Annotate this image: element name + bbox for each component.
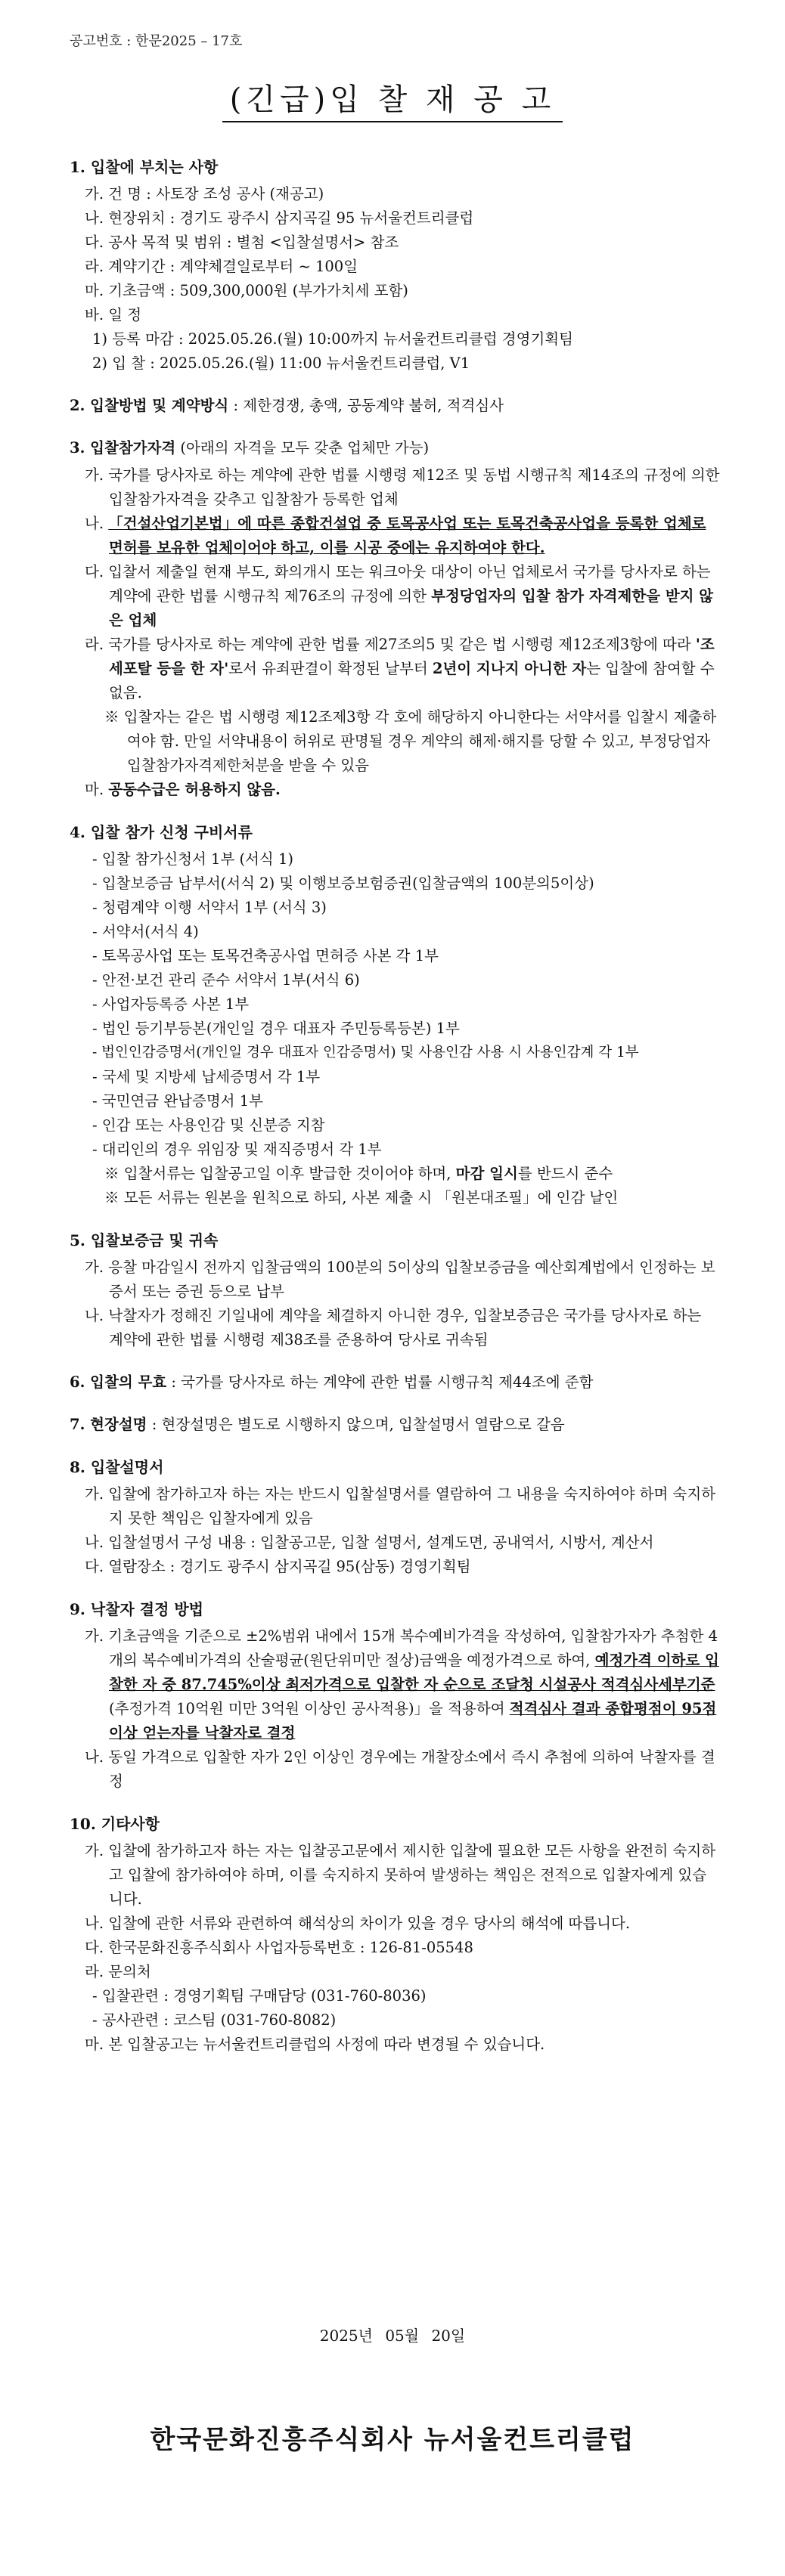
document-item: - 법인 등기부등본(개인일 경우 대표자 주민등록등본) 1부 — [92, 1020, 460, 1037]
document-item: - 청렴계약 이행 서약서 1부 (서식 3) — [92, 899, 327, 916]
schedule-registration: 1) 등록 마감 : 2025.05.26.(월) 10:00까지 뉴서울컨트리클럽 경영기획팀 — [92, 330, 573, 348]
item-base-amount: 마. 기초금액 : 509,300,000원 (부가가치세 포함) — [85, 282, 408, 299]
document-item: - 대리인의 경우 위임장 및 재직증명서 각 1부 — [92, 1141, 382, 1158]
title-underline — [222, 121, 563, 122]
award-text: (추정가격 10억원 미만 3억원 이상인 공사적용)」을 적용하여 — [109, 1700, 510, 1717]
section-heading: 8. 입찰설명서 — [70, 1458, 164, 1476]
misc-d: 라. 문의처 — [85, 1963, 151, 1980]
contact-construction: - 공사관련 : 코스팀 (031-760-8082) — [92, 2011, 337, 2029]
notice-number: 공고번호 : 한문2025 – 17호 — [70, 33, 243, 49]
award-criteria: 예정가격 이하로 입찰한 자 중 87.745%이상 최저가격으로 입찰한 자 순으로 조달청 시설공사 적격심사세부기준 — [109, 1652, 719, 1693]
document-item: - 국민연금 완납증명서 1부 — [92, 1092, 263, 1110]
deposit-a: 가. 응찰 마감일시 전까지 입찰금액의 100분의 5이상의 입찰보증금을 예산회계법에서 인정하는 보증서 또는 증권 등으로 납부 — [85, 1259, 715, 1300]
deposit-b: 나. 낙찰자가 정해진 기일내에 계약을 체결하지 아니한 경우, 입찰보증금은 국가를 당사자로 하는 계약에 관한 법률 시행령 제38조를 준용하여 당사로 귀속됨 — [85, 1307, 702, 1348]
document-item: - 입찰 참가신청서 1부 (서식 1) — [92, 850, 293, 868]
section-1 — [70, 155, 720, 376]
section-heading: 10. 기타사항 — [70, 1815, 160, 1833]
section-heading: 6. 입찰의 무효 — [70, 1373, 167, 1391]
license-requirement: 「건설산업기본법」에 따른 종합건설업 중 토목공사업 또는 토목건축공사업을 등록한 업체로 면허를 보유한 업체이어야 하고, 이를 시공 중에는 유지하여야 한다. — [108, 515, 706, 556]
section-heading: 3. 입찰참가자격 — [70, 439, 176, 457]
misc-c: 다. 한국문화진흥주식회사 사업자등록번호 : 126-81-05548 — [85, 1939, 473, 1956]
item-text: 라. 국가를 당사자로 하는 계약에 관한 법률 제27조의5 및 같은 법 시행령 제12조제3항에 따라 — [85, 636, 696, 653]
two-years-text: 2년이 지나지 아니한 자 — [432, 660, 587, 677]
docs-b: 나. 입찰설명서 구성 내용 : 입찰공고문, 입찰 설명서, 설계도면, 공내역서, 시방서, 계산서 — [85, 1534, 654, 1551]
section-2 — [70, 394, 720, 418]
tax-evasion-text: '조세포탈 등을 한 자' — [109, 636, 715, 677]
section-5 — [70, 1228, 720, 1352]
section-8 — [70, 1455, 720, 1579]
section-4 — [70, 820, 720, 1210]
deadline-text: 마감 일시 — [455, 1165, 518, 1182]
section-text: : 현장설명은 별도로 시행하지 않으며, 입찰설명서 열람으로 갈음 — [147, 1416, 565, 1433]
section-heading: 1. 입찰에 부치는 사항 — [70, 158, 219, 176]
section-heading: 4. 입찰 참가 신청 구비서류 — [70, 823, 253, 841]
item-marker: 나. — [85, 515, 109, 532]
misc-b: 나. 입찰에 관한 서류와 관련하여 해석상의 차이가 있을 경우 당사의 해석에 따릅니다. — [85, 1915, 631, 1932]
document-item: - 사업자등록증 사본 1부 — [92, 995, 250, 1013]
section-heading-note: (아래의 자격을 모두 갖춘 업체만 가능) — [175, 439, 430, 457]
section-text: : 국가를 당사자로 하는 계약에 관한 법률 시행규칙 제44조에 준함 — [166, 1373, 594, 1391]
contact-bid: - 입찰관련 : 경영기획팀 구매담당 (031-760-8036) — [92, 1987, 427, 2005]
item-marker: 마. — [85, 781, 109, 798]
pledge-note: ※ 입찰자는 같은 법 시행령 제12조제3항 각 호에 해당하지 아니한다는 서약서를 입찰시 제출하여야 함. 만일 서약내용이 허위로 판명될 경우 계약의 해제·해지를 당할 수 있고, 부정당업자 입찰참가자격제한처분을 받을 수 있음 — [104, 708, 717, 774]
item-location: 나. 현장위치 : 경기도 광주시 삼지곡길 95 뉴서울컨트리클럽 — [85, 209, 474, 227]
section-heading: 5. 입찰보증금 및 귀속 — [70, 1231, 219, 1249]
misc-a: 가. 입찰에 참가하고자 하는 자는 입찰공고문에서 제시한 입찰에 필요한 모든 사항을 완전히 숙지하고 입찰에 참가하여야 하며, 이를 숙지하지 못하여 발생하는 책임은 전적으로 입찰자에게 있습니다. — [85, 1842, 716, 1908]
document-item: - 서약서(서식 4) — [92, 923, 199, 940]
item-contract-period: 라. 계약기간 : 계약체결일로부터 ~ 100일 — [85, 258, 358, 275]
organization-name: 한국문화진흥주식회사 뉴서울컨트리클럽 — [150, 2425, 635, 2455]
misc-e: 마. 본 입찰공고는 뉴서울컨트리클럽의 사정에 따라 변경될 수 있습니다. — [85, 2036, 545, 2053]
item-text: 로서 유죄판결이 확정된 날부터 — [228, 660, 433, 677]
section-6 — [70, 1370, 720, 1395]
section-3 — [70, 436, 720, 802]
section-heading: 9. 낙찰자 결정 방법 — [70, 1600, 204, 1618]
qualification-b — [70, 512, 720, 560]
joint-bid-text: 공동수급은 허용하지 않음. — [108, 781, 281, 798]
item-scope: 다. 공사 목적 및 범위 : 별첨 <입찰설명서> 참조 — [85, 234, 399, 251]
document-item: - 안전·보건 관리 준수 서약서 1부(서식 6) — [92, 971, 360, 989]
notice-body — [70, 155, 720, 2057]
deadline-note — [70, 1162, 720, 1186]
item-text: 다. 입찰서 제출일 현재 부도, 화의개시 또는 워크아웃 대상이 아닌 업체로서 국가를 당사자로 하는 계약에 관한 법률 시행규칙 제76조의 규정에 의한 — [85, 563, 711, 605]
restriction-text: 부정당업자의 입찰 참가 자격제한을 받지 않은 업체 — [109, 587, 714, 629]
section-10 — [70, 1812, 720, 2057]
section-7 — [70, 1413, 720, 1437]
section-9 — [70, 1597, 720, 1794]
docs-c: 다. 열람장소 : 경기도 광주시 삼지곡길 95(삼동) 경영기획팀 — [85, 1558, 471, 1575]
document-item: - 토목공사업 또는 토목건축공사업 면허증 사본 각 1부 — [92, 947, 439, 964]
section-text: : 제한경쟁, 총액, 공동계약 불허, 적격심사 — [228, 397, 504, 414]
document-item: - 입찰보증금 납부서(서식 2) 및 이행보증보험증권(입찰금액의 100분의5이상) — [92, 875, 594, 892]
section-heading: 2. 입찰방법 및 계약방식 — [70, 397, 229, 414]
document-item: - 법인인감증명서(개인일 경우 대표자 인감증명서) 및 사용인감 사용 시 사용인감계 각 1부 — [92, 1045, 639, 1060]
note-text: 를 반드시 준수 — [517, 1165, 613, 1182]
qualification-e — [70, 778, 720, 802]
notice-date: 2025년 05월 20일 — [319, 2327, 466, 2345]
document-item: - 국세 및 지방세 납세증명서 각 1부 — [92, 1068, 321, 1085]
item-text: 는 입찰에 참여할 수 없음. — [109, 660, 715, 701]
award-b: 나. 동일 가격으로 입찰한 자가 2인 이상인 경우에는 개찰장소에서 즉시 추첨에 의하여 낙찰자를 결정 — [85, 1748, 715, 1790]
item-schedule: 바. 일 정 — [85, 306, 142, 324]
docs-a: 가. 입찰에 참가하고자 하는 자는 반드시 입찰설명서를 열람하여 그 내용을 숙지하여야 하며 숙지하지 못한 책임은 입찰자에게 있음 — [85, 1485, 716, 1527]
award-text: 가. 기초금액을 기준으로 ±2%범위 내에서 15개 복수예비가격을 작성하여, 입찰참가자가 추첨한 4개의 복수예비가격의 산술평균(원단위미만 절상)금액을 예정가격으로 하여, — [85, 1627, 718, 1669]
original-docs-note: ※ 모든 서류는 원본을 원칙으로 하되, 사본 제출 시 「원본대조필」에 인감 날인 — [104, 1189, 619, 1206]
schedule-bidding: 2) 입 찰 : 2025.05.26.(월) 11:00 뉴서울컨트리클럽, V1 — [92, 355, 470, 372]
qualification-c — [70, 560, 720, 633]
page-title: (긴급)입 찰 재 공 고 — [229, 82, 556, 117]
section-heading: 7. 현장설명 — [70, 1416, 147, 1433]
award-a — [70, 1624, 720, 1745]
item-name: 가. 건 명 : 사토장 조성 공사 (재공고) — [85, 185, 324, 203]
award-score: 적격심사 결과 종합평점이 95점 이상 얻는자를 낙찰자로 결정 — [109, 1700, 717, 1742]
document-item: - 인감 또는 사용인감 및 신분증 지참 — [92, 1116, 325, 1134]
qualification-a: 가. 국가를 당사자로 하는 계약에 관한 법률 시행령 제12조 및 동법 시행규칙 제14조의 규정에 의한 입찰참가자격을 갖추고 입찰참가 등록한 업체 — [85, 466, 720, 508]
note-text: ※ 입찰서류는 입찰공고일 이후 발급한 것이어야 하며, — [104, 1165, 456, 1182]
qualification-d — [70, 633, 720, 705]
